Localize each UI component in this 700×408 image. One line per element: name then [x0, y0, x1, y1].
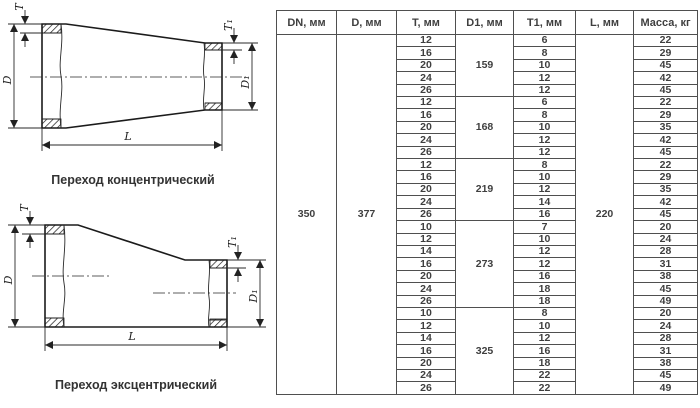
- header-dn: DN, мм: [277, 11, 337, 35]
- t1-cell: 10: [514, 320, 576, 332]
- t1-cell: 8: [514, 307, 576, 319]
- t1-cell: 10: [514, 171, 576, 183]
- dim-label-L: L: [124, 130, 132, 143]
- t1-cell: 12: [514, 245, 576, 257]
- dim-label-T1: T₁: [226, 236, 239, 248]
- weld-end-hatch: [210, 319, 227, 327]
- t-cell: 24: [397, 283, 456, 295]
- t-cell: 12: [397, 159, 456, 171]
- table-row: [277, 35, 698, 47]
- mass-cell: 45: [634, 84, 698, 96]
- header-mass: Масса, кг: [634, 11, 698, 35]
- mass-cell: 45: [634, 59, 698, 71]
- mass-cell: 45: [634, 283, 698, 295]
- t1-cell: 6: [514, 35, 576, 47]
- weld-end-hatch: [42, 119, 61, 128]
- t1-cell: 22: [514, 382, 576, 395]
- t1-cell: 12: [514, 258, 576, 270]
- t-cell: 26: [397, 382, 456, 395]
- t-cell: 12: [397, 233, 456, 245]
- concentric-reducer-drawing: [0, 0, 275, 197]
- t-cell: 24: [397, 369, 456, 381]
- mass-cell: 20: [634, 221, 698, 233]
- wall-inner-lines: [45, 234, 227, 320]
- dim-L: [45, 327, 227, 351]
- dim-label-D1: D₁: [239, 75, 252, 89]
- t1-cell: 8: [514, 47, 576, 59]
- weld-end-hatch: [205, 43, 222, 50]
- t1-cell: 7: [514, 221, 576, 233]
- mass-cell: 29: [634, 47, 698, 59]
- t-cell: 14: [397, 245, 456, 257]
- t-cell: 16: [397, 109, 456, 121]
- t1-cell: 16: [514, 270, 576, 282]
- eccentric-reducer-figure: [0, 197, 275, 408]
- mass-cell: 42: [634, 134, 698, 146]
- header-d1: D1, мм: [456, 11, 514, 35]
- t1-cell: 22: [514, 369, 576, 381]
- dim-T1: [222, 19, 242, 64]
- mass-cell: 45: [634, 369, 698, 381]
- mass-cell: 45: [634, 146, 698, 158]
- d1-cell: 159: [456, 35, 514, 97]
- t1-cell: 12: [514, 84, 576, 96]
- header-t: T, мм: [397, 11, 456, 35]
- mass-cell: 42: [634, 196, 698, 208]
- mass-cell: 22: [634, 35, 698, 47]
- dim-label-T: T: [13, 3, 26, 11]
- mass-cell: 22: [634, 97, 698, 109]
- weld-end-hatch: [45, 225, 64, 234]
- t1-cell: 18: [514, 295, 576, 307]
- mass-cell: 45: [634, 208, 698, 220]
- t1-cell: 8: [514, 109, 576, 121]
- mass-cell: 38: [634, 357, 698, 369]
- header-t1: T1, мм: [514, 11, 576, 35]
- mass-cell: 31: [634, 345, 698, 357]
- l-cell: 220: [576, 35, 634, 395]
- d1-cell: 325: [456, 307, 514, 394]
- dim-D1: [227, 260, 266, 327]
- mass-cell: 20: [634, 307, 698, 319]
- break-line: [208, 260, 209, 327]
- d1-cell: 219: [456, 159, 514, 221]
- t-cell: 12: [397, 97, 456, 109]
- t-cell: 26: [397, 146, 456, 158]
- dim-D1: [222, 43, 258, 110]
- t1-cell: 14: [514, 196, 576, 208]
- t-cell: 14: [397, 332, 456, 344]
- mass-cell: 35: [634, 183, 698, 195]
- t1-cell: 12: [514, 332, 576, 344]
- t-cell: 10: [397, 307, 456, 319]
- d-cell: 377: [337, 35, 397, 395]
- t-cell: 24: [397, 196, 456, 208]
- t1-cell: 12: [514, 134, 576, 146]
- t-cell: 26: [397, 84, 456, 96]
- dim-L: [42, 110, 222, 151]
- mass-cell: 31: [634, 258, 698, 270]
- t-cell: 26: [397, 295, 456, 307]
- t-cell: 24: [397, 134, 456, 146]
- spec-table: [276, 10, 698, 395]
- t-cell: 20: [397, 59, 456, 71]
- t-cell: 20: [397, 270, 456, 282]
- t-cell: 20: [397, 357, 456, 369]
- t-cell: 20: [397, 183, 456, 195]
- t-cell: 10: [397, 221, 456, 233]
- dn-cell: 350: [277, 35, 337, 395]
- break-line: [203, 43, 204, 110]
- mass-cell: 38: [634, 270, 698, 282]
- t-cell: 24: [397, 72, 456, 84]
- mass-cell: 49: [634, 295, 698, 307]
- dim-label-D: D: [2, 275, 15, 285]
- wall-inner-lines: [42, 33, 222, 119]
- mass-cell: 35: [634, 121, 698, 133]
- t-cell: 16: [397, 47, 456, 59]
- d1-cell: 168: [456, 97, 514, 159]
- mass-cell: 29: [634, 109, 698, 121]
- weld-end-hatch: [210, 260, 227, 268]
- t1-cell: 18: [514, 357, 576, 369]
- weld-end-hatch: [42, 24, 61, 33]
- t1-cell: 10: [514, 121, 576, 133]
- dim-D: [1, 24, 42, 128]
- eccentric-caption: Переход эксцентрический: [54, 378, 218, 392]
- mass-cell: 49: [634, 382, 698, 395]
- mass-cell: 28: [634, 332, 698, 344]
- dim-label-L: L: [128, 330, 136, 343]
- header-d: D, мм: [337, 11, 397, 35]
- t1-cell: 12: [514, 183, 576, 195]
- concentric-caption: Переход концентрический: [51, 173, 215, 187]
- dim-label-D: D: [1, 75, 14, 85]
- mass-cell: 24: [634, 233, 698, 245]
- t-cell: 12: [397, 320, 456, 332]
- t-cell: 16: [397, 171, 456, 183]
- mass-cell: 22: [634, 159, 698, 171]
- t1-cell: 12: [514, 72, 576, 84]
- t1-cell: 12: [514, 146, 576, 158]
- spec-table-header: [277, 11, 698, 35]
- t1-cell: 10: [514, 233, 576, 245]
- t1-cell: 16: [514, 208, 576, 220]
- mass-cell: 28: [634, 245, 698, 257]
- t-cell: 20: [397, 121, 456, 133]
- spec-table-body: [277, 35, 698, 395]
- t1-cell: 16: [514, 345, 576, 357]
- pipe-outline: [42, 24, 222, 128]
- mass-cell: 24: [634, 320, 698, 332]
- eccentric-reducer-drawing: [0, 197, 275, 403]
- dim-T1: [226, 236, 246, 282]
- dim-label-T: T: [18, 204, 31, 212]
- break-line: [60, 24, 62, 128]
- dim-label-T1: T₁: [222, 19, 235, 31]
- t-cell: 16: [397, 258, 456, 270]
- mass-cell: 29: [634, 171, 698, 183]
- concentric-reducer-figure: [0, 0, 275, 202]
- t-cell: 12: [397, 35, 456, 47]
- header-row: [277, 11, 698, 35]
- header-l: L, мм: [576, 11, 634, 35]
- weld-end-hatch: [45, 318, 64, 327]
- d1-cell: 273: [456, 221, 514, 308]
- t-cell: 16: [397, 345, 456, 357]
- t1-cell: 6: [514, 97, 576, 109]
- weld-end-hatch: [205, 103, 222, 110]
- t1-cell: 8: [514, 159, 576, 171]
- t1-cell: 10: [514, 59, 576, 71]
- dim-label-D1: D₁: [247, 289, 260, 303]
- t-cell: 26: [397, 208, 456, 220]
- t1-cell: 18: [514, 283, 576, 295]
- mass-cell: 42: [634, 72, 698, 84]
